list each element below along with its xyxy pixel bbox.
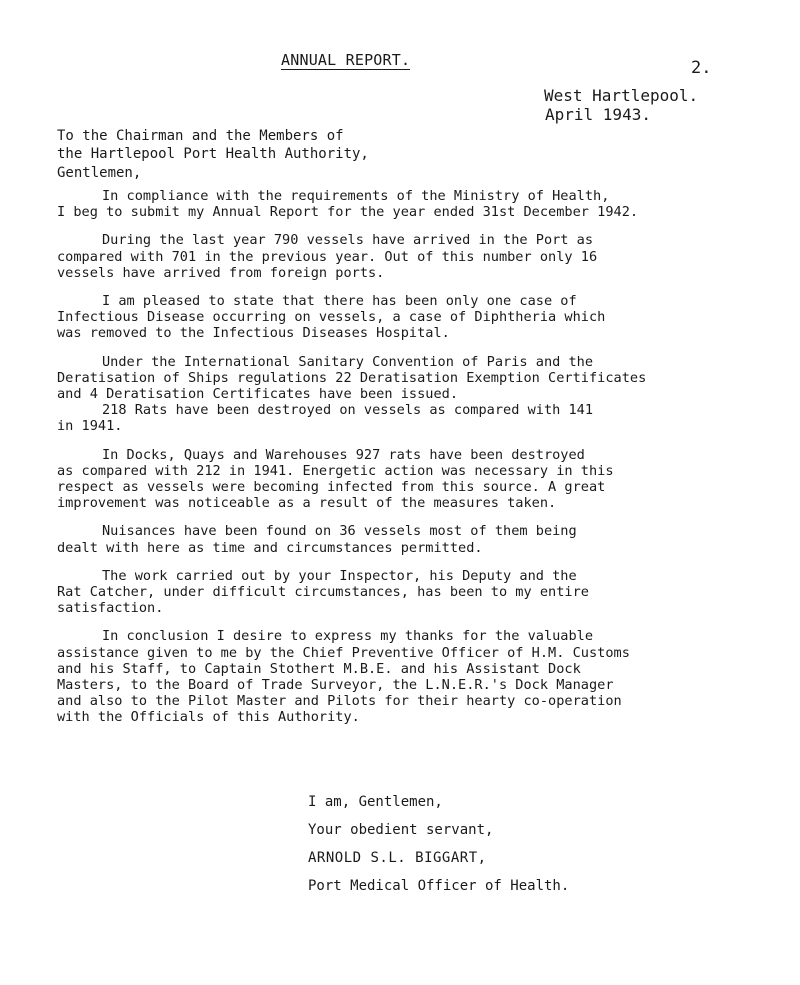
text-line: Rat Catcher, under difficult circumstances, has been to my entire: [57, 584, 589, 601]
paragraph-compliance: [57, 188, 762, 220]
place-date: [544, 86, 698, 124]
text-line: compared with 701 in the previous year. Out of this number only 16: [57, 248, 598, 265]
text-line: Nuisances have been found on 36 vessels most of them being: [102, 523, 577, 540]
signatory-title: Port Medical Officer of Health.: [308, 878, 570, 894]
addressee-line: the Hartlepool Port Health Authority,: [57, 146, 369, 162]
text-line: In Docks, Quays and Warehouses 927 rats have been destroyed: [102, 446, 585, 463]
text-line: The work carried out by your Inspector, his Deputy and the: [102, 567, 577, 584]
closing-greeting: I am, Gentlemen,: [308, 794, 443, 810]
text-line: with the Officials of this Authority.: [57, 709, 360, 726]
text-line: and his Staff, to Captain Stothert M.B.E. and his Assistant Dock: [57, 660, 581, 677]
report-heading: ANNUAL REPORT.: [281, 51, 411, 69]
letter-body: [57, 188, 762, 738]
paragraph-infectious-disease: [57, 293, 762, 342]
text-line: in 1941.: [57, 418, 123, 435]
text-line: assistance given to me by the Chief Preventive Officer of H.M. Customs: [57, 644, 630, 661]
text-line: In conclusion I desire to express my thanks for the valuable: [102, 628, 594, 645]
closing-servant: Your obedient servant,: [308, 822, 494, 838]
signatory-name: ARNOLD S.L. BIGGART,: [308, 850, 487, 866]
addressee-line: To the Chairman and the Members of: [57, 128, 344, 144]
text-line: and also to the Pilot Master and Pilots for their hearty co-operation: [57, 693, 622, 710]
text-line: was removed to the Infectious Diseases Hospital.: [57, 325, 450, 342]
text-line: During the last year 790 vessels have arrived in the Port as: [102, 232, 594, 249]
paragraph-conclusion: [57, 628, 762, 725]
text-line: improvement was noticeable as a result of the measures taken.: [57, 495, 557, 512]
addressee: [57, 127, 762, 163]
text-line: as compared with 212 in 1941. Energetic action was necessary in this: [57, 462, 614, 479]
paragraph-deratisation: [57, 354, 762, 435]
text-line: Deratisation of Ships regulations 22 Deratisation Exemption Certificates: [57, 369, 647, 386]
paragraph-arrivals: [57, 232, 762, 281]
text-line: Masters, to the Board of Trade Surveyor, the L.N.E.R.'s Dock Manager: [57, 677, 614, 694]
text-line: Under the International Sanitary Convention of Paris and the: [102, 353, 594, 370]
text-line: In compliance with the requirements of the Ministry of Health,: [102, 188, 610, 204]
text-line: vessels have arrived from foreign ports.: [57, 264, 385, 281]
place-line: West Hartlepool.: [544, 86, 699, 105]
text-line: I beg to submit my Annual Report for the year ended 31st December 1942.: [57, 204, 639, 221]
paragraph-docks-rats: [57, 447, 762, 512]
text-line: Infectious Disease occurring on vessels, a case of Diphtheria which: [57, 309, 606, 326]
page-number: 2.: [691, 58, 712, 78]
closing-block: [308, 788, 569, 900]
date-line: April 1943.: [545, 105, 651, 124]
text-line: dealt with here as time and circumstances permitted.: [57, 539, 483, 556]
paragraph-work: [57, 568, 762, 617]
text-line: I am pleased to state that there has been only one case of: [102, 293, 577, 310]
text-line: 218 Rats have been destroyed on vessels as compared with 141: [102, 402, 594, 419]
text-line: respect as vessels were becoming infected from this source. A great: [57, 479, 606, 496]
text-line: satisfaction.: [57, 600, 164, 617]
text-line: and 4 Deratisation Certificates have been issued.: [57, 386, 459, 403]
paragraph-nuisances: [57, 523, 762, 555]
salutation: Gentlemen,: [57, 165, 142, 181]
